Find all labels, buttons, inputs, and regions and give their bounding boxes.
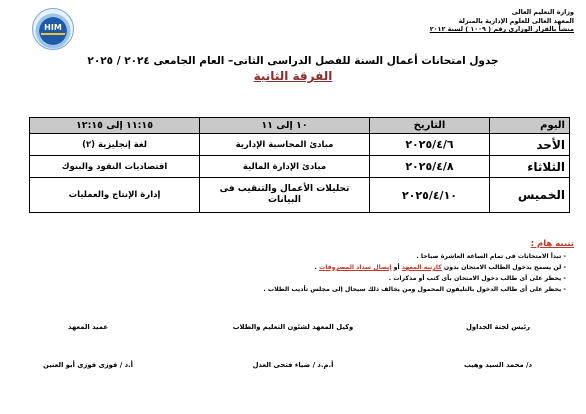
row-date: ٢٠٢٥/٤/١٠ <box>370 178 490 213</box>
signature-name: د/ محمد السيد وهيب <box>463 361 533 369</box>
table-row <box>30 134 570 156</box>
row-day: الثلاثاء <box>490 156 570 178</box>
note-item: - يحظر على أى طالب دخول الامتحان بأى كتب أو مذكرات . <box>388 275 566 282</box>
header-slot1: ١٠ إلى ١١ <box>200 118 370 134</box>
note-item: - تبدأ الامتحانات فى تمام الساعة العاشرة صباحا . <box>416 253 566 260</box>
signature-dean <box>8 323 168 370</box>
signature-schedule-committee <box>418 323 578 370</box>
row-date: ٢٠٢٥/٤/٦ <box>370 134 490 156</box>
row-slot2-subject: لغة إنجليزية (٢) <box>30 134 200 156</box>
row-slot1-subject: مبادئ الإدارة المالية <box>200 156 370 178</box>
row-slot1-subject: مبادئ المحاسبة الإدارية <box>200 134 370 156</box>
signature-title: وكيل المعهد لشئون التعليم والطلاب <box>232 323 354 331</box>
table-row <box>30 178 570 213</box>
institute-logo-icon <box>32 8 74 50</box>
note-highlight-card: كارنيه المعهد <box>401 264 442 271</box>
header-slot2: ١١:١٥ إلى ١٢:١٥ <box>30 118 200 134</box>
document-title: جدول امتحانات أعمال السنة للفصل الدراسى الثانى– العام الجامعى ٢٠٢٤ / ٢٠٢٥ <box>87 55 499 67</box>
logo-text: HIM <box>44 23 62 32</box>
ministry-header <box>324 8 574 34</box>
signature-title: عميد المعهد <box>68 323 108 331</box>
row-day: الخميس <box>490 178 570 213</box>
note-item: - لن يسمح بدخول الطالب الامتحان بدون كارنيه المعهد أو إيصال سداد المصروفات . <box>314 264 566 271</box>
note-highlight-receipt: إيصال سداد المصروفات <box>319 264 392 271</box>
document-subtitle: الفرقة الثانية <box>253 69 333 83</box>
row-slot1-subject: تحليلات الأعمال والتنقيب فى البيانات <box>200 178 370 213</box>
signature-name: أ.م.د / ضياء فتحى العدل <box>252 361 334 369</box>
table-header-row <box>30 118 570 134</box>
notes-title: تنبيه هام : <box>530 239 574 249</box>
important-notes <box>14 239 574 295</box>
row-slot2-subject: إدارة الإنتاج والعمليات <box>30 178 200 213</box>
ministry-line-1: وزارة التعليم العالى <box>511 8 574 16</box>
notes-list <box>14 251 574 295</box>
ministry-line-2: المعهد العالى للعلوم الإدارية بالمنزلة <box>458 16 574 25</box>
row-slot2-subject: اقتصاديات النقود والبنوك <box>30 156 200 178</box>
row-day: الأحد <box>490 134 570 156</box>
header-day: اليوم <box>490 118 570 134</box>
note-item: - يحظر على أى طالب الدخول بالتليفون المحمول ومن يخالف ذلك سيحال إلى مجلس تأديب الطلاب . <box>263 286 566 293</box>
header-date: التاريخ <box>370 118 490 134</box>
table-row <box>30 156 570 178</box>
ministry-line-3: منشأ بالقرار الوزارى رقم ( ١٠٠٩ ) لسنة ٢٠١٢ <box>429 25 574 34</box>
exam-schedule-table <box>29 117 570 213</box>
signature-name: أ.د / فوزى فوزى أبو العنين <box>43 361 133 369</box>
signature-vice-dean <box>213 323 373 370</box>
signature-title: رئيس لجنة الجداول <box>465 323 531 331</box>
row-date: ٢٠٢٥/٤/٨ <box>370 156 490 178</box>
